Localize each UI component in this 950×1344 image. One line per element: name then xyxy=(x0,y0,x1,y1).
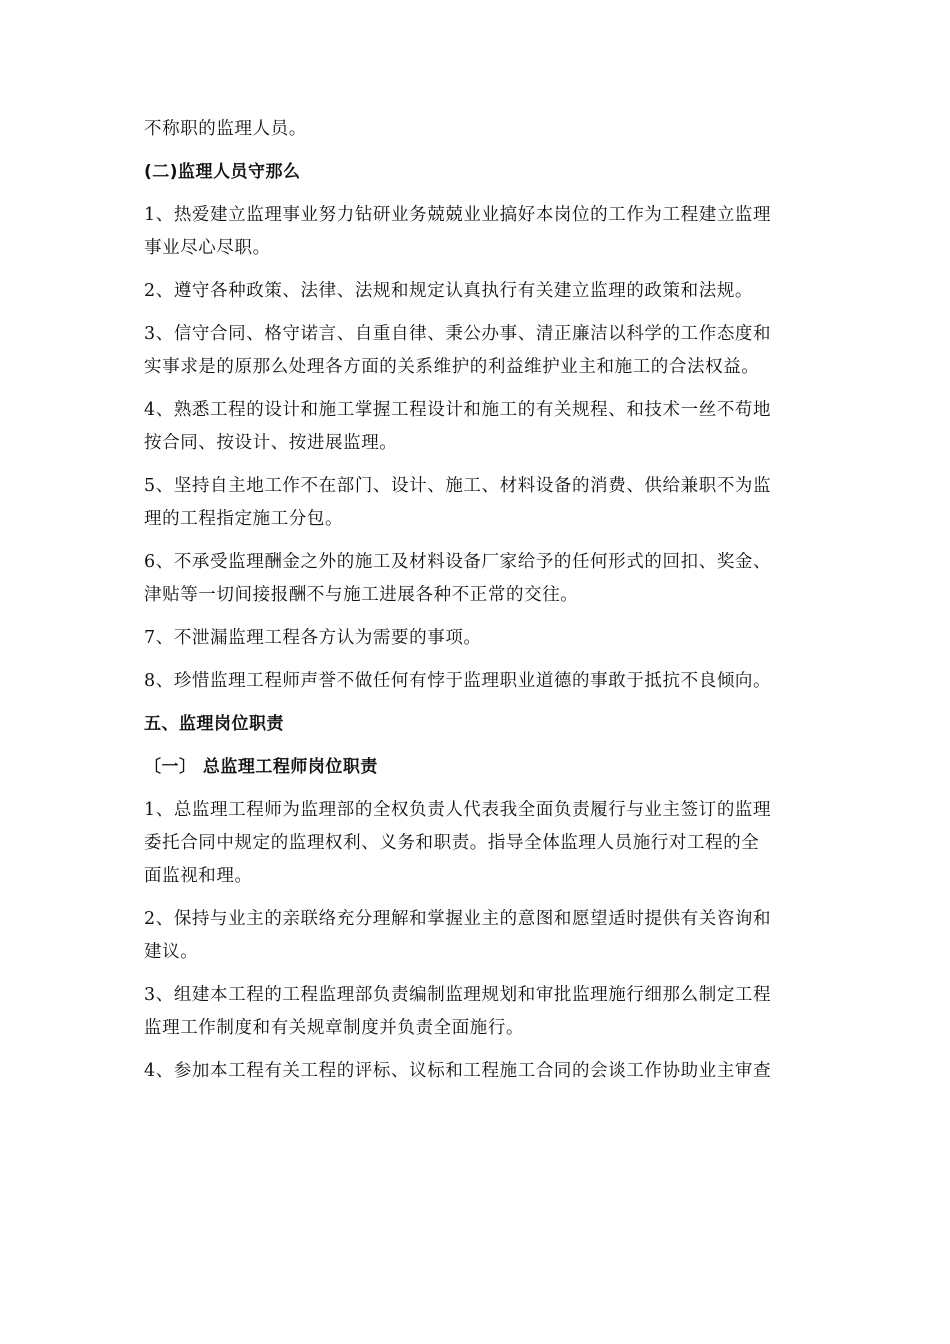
section-heading-conduct: (二)监理人员守那么 xyxy=(144,162,301,182)
section-heading-duties: 五、监理岗位职责 xyxy=(144,714,284,734)
duty-item-2 xyxy=(144,903,808,969)
text-line: 建议。 xyxy=(144,942,199,962)
conduct-item-1 xyxy=(144,199,808,265)
text-line: 3、组建本工程的工程监理部负责编制监理规划和审批监理施行细那么制定工程 xyxy=(144,985,772,1005)
conduct-item-3 xyxy=(144,318,808,384)
text-line: 3、信守合同、格守诺言、自重自律、秉公办事、清正廉洁以科学的工作态度和 xyxy=(144,324,772,344)
text-line: 2、遵守各种政策、法律、法规和规定认真执行有关建立监理的政策和法规。 xyxy=(144,281,754,301)
text-line: 1、总监理工程师为监理部的全权负责人代表我全面负责履行与业主签订的监理 xyxy=(144,800,772,820)
text-line: 4、参加本工程有关工程的评标、议标和工程施工合同的会谈工作协助业主审查 xyxy=(144,1061,772,1081)
conduct-item-6 xyxy=(144,546,808,612)
text-line: 不称职的监理人员。 xyxy=(144,119,307,139)
text-line: 事业尽心尽职。 xyxy=(144,238,271,258)
conduct-item-8 xyxy=(144,665,808,698)
text-line: 6、不承受监理酬金之外的施工及材料设备厂家给予的任何形式的回扣、奖金、 xyxy=(144,552,772,572)
text-line: 7、不泄漏监理工程各方认为需要的事项。 xyxy=(144,628,482,648)
text-line: 监理工作制度和有关规章制度并负责全面施行。 xyxy=(144,1018,525,1038)
text-line: 8、珍惜监理工程师声誉不做任何有悖于监理职业道德的事敢于抵抗不良倾向。 xyxy=(144,671,772,691)
subsection-heading-chief-engineer: 〔一〕 总监理工程师岗位职责 xyxy=(144,757,378,777)
text-line: 津贴等一切间接报酬不与施工进展各种不正常的交往。 xyxy=(144,585,579,605)
document-page xyxy=(144,113,808,1098)
conduct-item-7 xyxy=(144,622,808,655)
conduct-item-4 xyxy=(144,394,808,460)
text-line: 按合同、按设计、按进展监理。 xyxy=(144,433,398,453)
text-line: 2、保持与业主的亲联络充分理解和掌握业主的意图和愿望适时提供有关咨询和 xyxy=(144,909,772,929)
text-line: 理的工程指定施工分包。 xyxy=(144,509,344,529)
text-line: 面监视和理。 xyxy=(144,866,253,886)
text-line: 委托合同中规定的监理权利、义务和职责。指导全体监理人员施行对工程的全 xyxy=(144,833,760,853)
text-line: 4、熟悉工程的设计和施工掌握工程设计和施工的有关规程、和技术一丝不苟地 xyxy=(144,400,772,420)
text-line: 1、热爱建立监理事业努力钻研业务兢兢业业搞好本岗位的工作为工程建立监理 xyxy=(144,205,772,225)
text-line: 5、坚持自主地工作不在部门、设计、施工、材料设备的消费、供给兼职不为监 xyxy=(144,476,772,496)
conduct-item-2 xyxy=(144,275,808,308)
text-line: 实事求是的原那么处理各方面的关系维护的利益维护业主和施工的合法权益。 xyxy=(144,357,760,377)
conduct-item-5 xyxy=(144,470,808,536)
intro-fragment xyxy=(144,113,808,146)
duty-item-1 xyxy=(144,794,808,893)
duty-item-4 xyxy=(144,1055,808,1088)
duty-item-3 xyxy=(144,979,808,1045)
